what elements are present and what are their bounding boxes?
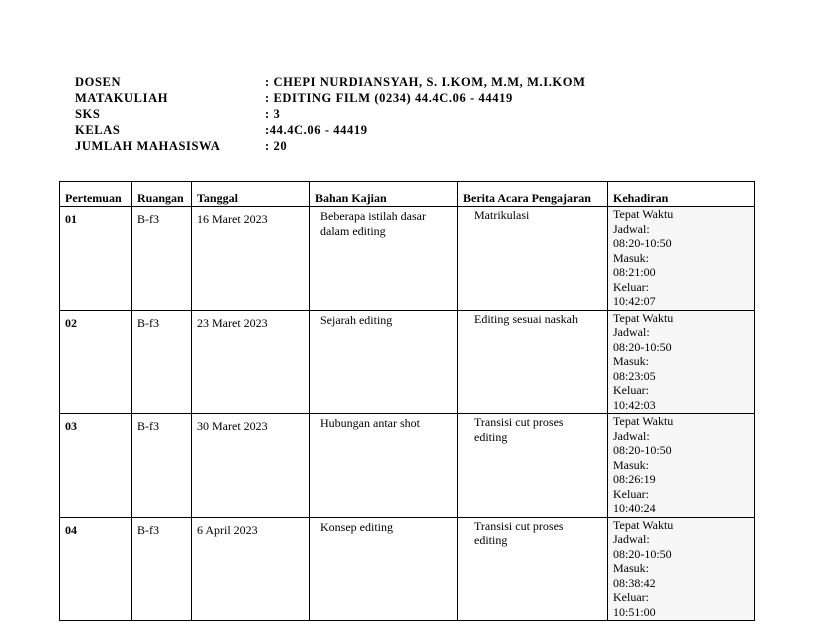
table-header-row — [60, 182, 755, 207]
table-row — [60, 207, 755, 311]
dosen-value: : CHEPI NURDIANSYAH, S. I.KOM, M.M, M.I.KOM — [265, 75, 586, 89]
course-info-header — [75, 74, 635, 154]
bahan-kajian-line: dalam editing — [320, 223, 386, 238]
kehadiran-status: Tepat Waktu — [613, 310, 674, 325]
ruangan-cell: B-f3 — [132, 517, 192, 621]
kelas-row — [75, 122, 635, 138]
berita-acara-line: editing — [474, 533, 508, 547]
keluar-label: Keluar: — [613, 486, 649, 501]
berita-acara-cell — [458, 517, 608, 621]
masuk-value: 08:23:05 — [613, 368, 656, 383]
bahan-kajian-cell — [310, 517, 458, 621]
bahan-kajian-cell — [310, 207, 458, 311]
jadwal-value: 08:20-10:50 — [613, 443, 672, 457]
jadwal-value: 08:20-10:50 — [613, 339, 672, 354]
matakuliah-label: MATAKULIAH — [75, 91, 169, 105]
keluar-value: 10:40:24 — [613, 501, 656, 515]
tanggal-cell: 16 Maret 2023 — [192, 207, 310, 311]
attendance-table — [59, 181, 755, 621]
dosen-row — [75, 74, 635, 90]
berita-acara-cell — [458, 207, 608, 311]
keluar-value: 10:42:03 — [613, 397, 656, 412]
jadwal-label: Jadwal: — [613, 532, 650, 546]
kelas-label: KELAS — [75, 123, 121, 137]
jadwal-label: Jadwal: — [613, 221, 650, 236]
keluar-label: Keluar: — [613, 590, 649, 604]
tanggal-cell: 30 Maret 2023 — [192, 414, 310, 518]
jumlah-mahasiswa-row — [75, 138, 635, 154]
kelas-value: :44.4C.06 - 44419 — [265, 123, 368, 137]
berita-acara-line: Matrikulasi — [474, 208, 530, 222]
bahan-kajian-line: Sejarah editing — [320, 312, 393, 327]
keluar-label: Keluar: — [613, 383, 649, 397]
pertemuan-cell: 04 — [60, 517, 132, 621]
masuk-value: 08:21:00 — [613, 265, 656, 279]
pertemuan-cell: 03 — [60, 414, 132, 518]
keluar-value: 10:51:00 — [613, 604, 656, 619]
dosen-label: DOSEN — [75, 75, 122, 89]
masuk-label: Masuk: — [613, 561, 649, 575]
tanggal-cell: 23 Maret 2023 — [192, 310, 310, 414]
sks-value: : 3 — [265, 107, 281, 121]
berita-acara-cell — [458, 414, 608, 518]
column-header-kehadiran: Kehadiran — [608, 182, 755, 207]
bahan-kajian-line: Beberapa istilah dasar — [320, 209, 426, 223]
kehadiran-status: Tepat Waktu — [613, 414, 674, 428]
bahan-kajian-line: Hubungan antar shot — [320, 416, 420, 430]
ruangan-cell: B-f3 — [132, 310, 192, 414]
masuk-label: Masuk: — [613, 354, 649, 368]
masuk-label: Masuk: — [613, 250, 649, 265]
masuk-value: 08:26:19 — [613, 472, 656, 486]
column-header-bahan-kajian: Bahan Kajian — [310, 182, 458, 207]
column-header-berita-acara: Berita Acara Pengajaran — [458, 182, 608, 207]
berita-acara-line: Transisi cut proses — [474, 415, 564, 429]
column-header-pertemuan: Pertemuan — [60, 182, 132, 207]
pertemuan-cell: 01 — [60, 207, 132, 311]
kehadiran-status: Tepat Waktu — [613, 207, 674, 221]
ruangan-cell: B-f3 — [132, 207, 192, 311]
matakuliah-value: : EDITING FILM (0234) 44.4C.06 - 44419 — [265, 91, 513, 105]
masuk-value: 08:38:42 — [613, 575, 656, 590]
jumlah-mahasiswa-value: : 20 — [265, 139, 288, 153]
bahan-kajian-cell — [310, 414, 458, 518]
kehadiran-cell — [608, 517, 755, 621]
kehadiran-cell — [608, 414, 755, 518]
sks-row — [75, 106, 635, 122]
tanggal-cell: 6 April 2023 — [192, 517, 310, 621]
column-header-ruangan: Ruangan — [132, 182, 192, 207]
berita-acara-line: Editing sesuai naskah — [474, 311, 578, 326]
jadwal-label: Jadwal: — [613, 325, 650, 339]
sks-label: SKS — [75, 107, 101, 121]
kehadiran-status: Tepat Waktu — [613, 517, 674, 532]
keluar-label: Keluar: — [613, 279, 649, 294]
ruangan-cell: B-f3 — [132, 414, 192, 518]
berita-acara-line: Transisi cut proses — [474, 518, 564, 533]
matakuliah-row — [75, 90, 635, 106]
berita-acara-line: editing — [474, 429, 508, 444]
keluar-value: 10:42:07 — [613, 294, 656, 308]
table-row — [60, 517, 755, 621]
table-row — [60, 414, 755, 518]
column-header-tanggal: Tanggal — [192, 182, 310, 207]
kehadiran-cell — [608, 310, 755, 414]
jadwal-value: 08:20-10:50 — [613, 236, 672, 250]
bahan-kajian-line: Konsep editing — [320, 519, 393, 534]
jadwal-label: Jadwal: — [613, 428, 650, 443]
jadwal-value: 08:20-10:50 — [613, 546, 672, 561]
masuk-label: Masuk: — [613, 457, 649, 472]
jumlah-mahasiswa-label: JUMLAH MAHASISWA — [75, 139, 221, 153]
berita-acara-cell — [458, 310, 608, 414]
kehadiran-cell — [608, 207, 755, 311]
bahan-kajian-cell — [310, 310, 458, 414]
table-row — [60, 310, 755, 414]
pertemuan-cell: 02 — [60, 310, 132, 414]
